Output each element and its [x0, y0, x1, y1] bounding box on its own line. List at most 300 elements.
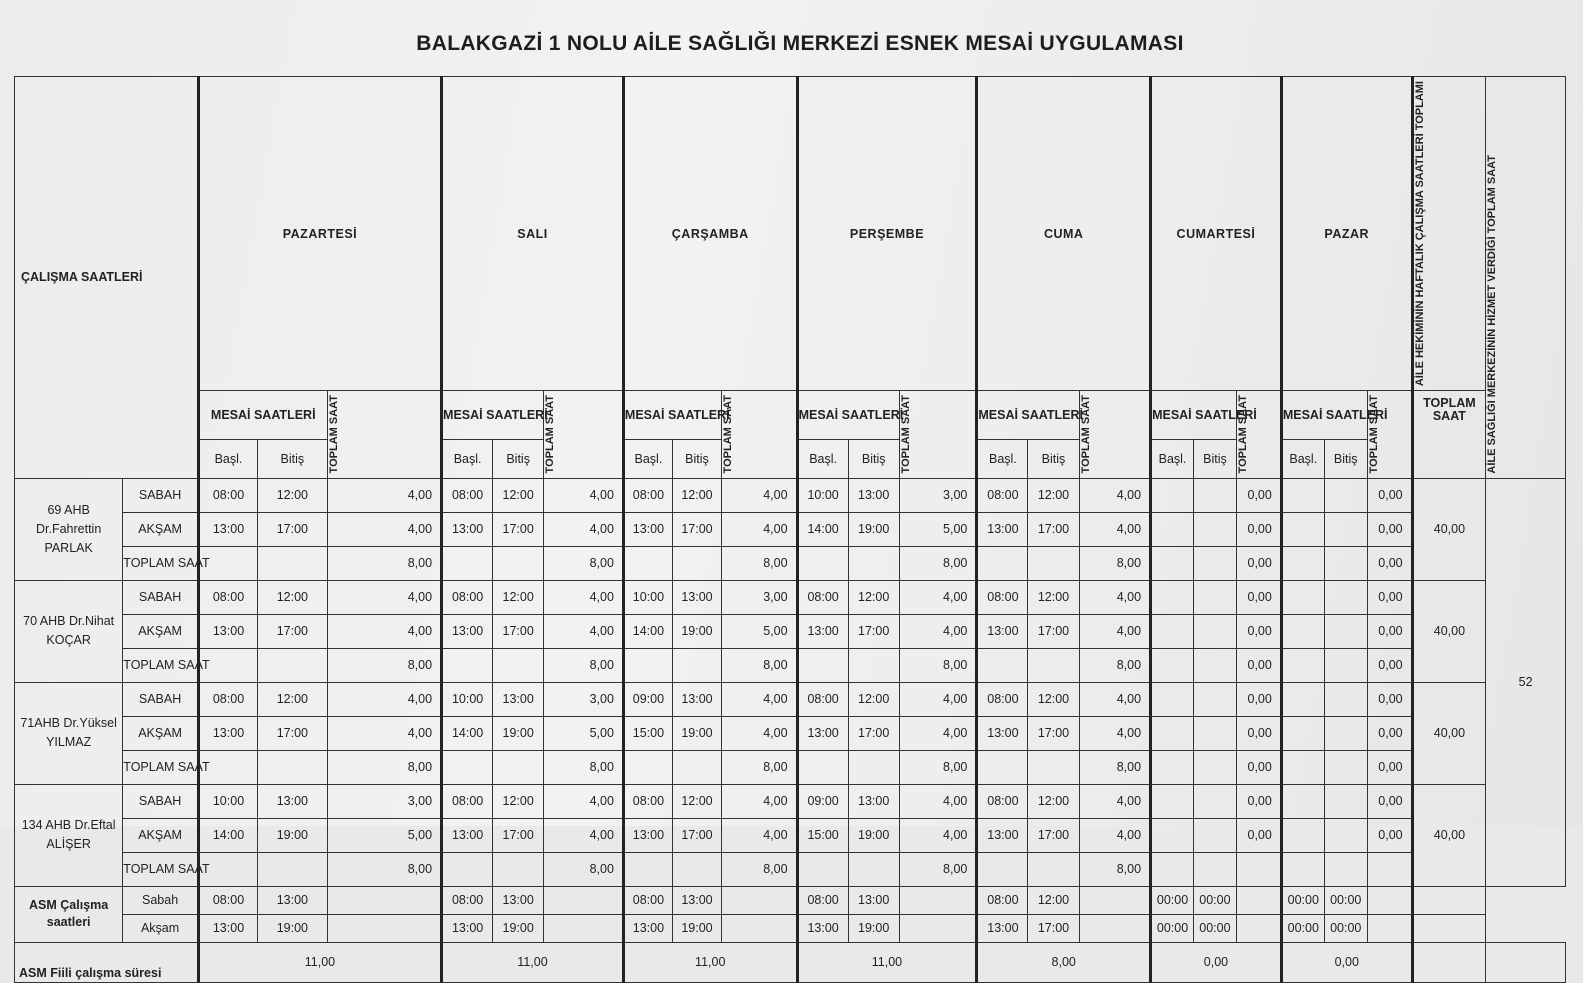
asm-end-time: 12:00 — [1028, 886, 1079, 914]
time-cell: 15:00 — [797, 818, 848, 852]
time-cell: 19:00 — [672, 614, 721, 648]
asm-start-time: 00:00 — [1151, 914, 1194, 942]
time-cell: 13:00 — [442, 818, 493, 852]
end-header: Bitiş — [848, 440, 899, 478]
asm-start-time: 13:00 — [623, 914, 672, 942]
hours-cell: 8,00 — [544, 750, 624, 784]
time-cell — [1028, 852, 1079, 886]
hours-cell: 0,00 — [1236, 614, 1281, 648]
asm-empty-cell — [899, 886, 977, 914]
time-cell: 17:00 — [672, 818, 721, 852]
time-cell: 17:00 — [1028, 716, 1079, 750]
doctor-name: 70 AHB Dr.Nihat KOÇAR — [15, 580, 123, 682]
hours-cell: 0,00 — [1367, 716, 1412, 750]
time-cell: 12:00 — [848, 580, 899, 614]
time-cell: 14:00 — [198, 818, 257, 852]
hours-cell: 8,00 — [327, 750, 441, 784]
time-cell: 19:00 — [493, 716, 544, 750]
working-hours-header: ÇALIŞMA SAATLERİ — [15, 77, 199, 479]
hours-cell: 8,00 — [899, 852, 977, 886]
asm-weekly-empty — [1412, 914, 1486, 942]
time-cell — [1281, 784, 1324, 818]
day-friday: CUMA — [977, 77, 1151, 391]
time-cell — [623, 852, 672, 886]
hours-cell: 3,00 — [899, 478, 977, 512]
hours-cell: 4,00 — [899, 580, 977, 614]
table-row — [15, 546, 1566, 580]
asm-start-time: 00:00 — [1281, 914, 1324, 942]
time-cell: 08:00 — [623, 784, 672, 818]
asm-start-time: 00:00 — [1151, 886, 1194, 914]
table-row — [15, 682, 1566, 716]
mesai-header: MESAİ SAATLERİ — [797, 391, 899, 440]
time-cell — [1151, 546, 1194, 580]
asm-start-time: 13:00 — [977, 914, 1028, 942]
time-cell: 13:00 — [672, 580, 721, 614]
actual-hours-value: 11,00 — [797, 942, 977, 982]
time-cell — [1324, 614, 1367, 648]
mesai-header: MESAİ SAATLERİ — [623, 391, 721, 440]
time-cell — [623, 750, 672, 784]
time-cell: 12:00 — [1028, 682, 1079, 716]
total-hours-header — [899, 391, 977, 478]
time-cell: 13:00 — [198, 614, 257, 648]
time-cell — [977, 750, 1028, 784]
hours-cell: 0,00 — [1236, 478, 1281, 512]
time-cell — [1151, 682, 1194, 716]
hours-cell: 0,00 — [1236, 512, 1281, 546]
hours-cell — [1367, 852, 1412, 886]
hours-cell: 4,00 — [327, 682, 441, 716]
day-sunday: PAZAR — [1281, 77, 1412, 391]
hours-cell: 4,00 — [899, 682, 977, 716]
day-saturday: CUMARTESİ — [1151, 77, 1282, 391]
start-header: Başl. — [1151, 440, 1194, 478]
shift-label: AKŞAM — [123, 818, 199, 852]
time-cell — [1193, 784, 1236, 818]
time-cell — [493, 750, 544, 784]
shift-label: TOPLAM SAAT — [123, 546, 199, 580]
asm-end-time: 13:00 — [672, 886, 721, 914]
asm-end-time: 00:00 — [1324, 886, 1367, 914]
shift-label: AKŞAM — [123, 614, 199, 648]
time-cell — [797, 852, 848, 886]
actual-weekly-empty — [1412, 942, 1486, 982]
time-cell — [1281, 580, 1324, 614]
asm-end-time: 00:00 — [1193, 886, 1236, 914]
time-cell: 08:00 — [442, 580, 493, 614]
time-cell: 13:00 — [623, 512, 672, 546]
time-cell — [1193, 546, 1236, 580]
time-cell — [1324, 512, 1367, 546]
time-cell — [1193, 512, 1236, 546]
table-row — [15, 716, 1566, 750]
asm-empty-cell — [1079, 886, 1151, 914]
end-header: Bitiş — [1324, 440, 1367, 478]
time-cell: 13:00 — [848, 478, 899, 512]
hours-cell: 0,00 — [1236, 580, 1281, 614]
start-header: Başl. — [623, 440, 672, 478]
time-cell: 19:00 — [672, 716, 721, 750]
time-cell — [1151, 478, 1194, 512]
time-cell: 15:00 — [623, 716, 672, 750]
asm-empty-cell — [1367, 886, 1412, 914]
asm-start-time: 08:00 — [442, 886, 493, 914]
time-cell — [1151, 614, 1194, 648]
hours-cell: 4,00 — [327, 614, 441, 648]
weekly-total-value: 40,00 — [1412, 682, 1486, 784]
time-cell: 13:00 — [258, 784, 327, 818]
time-cell — [848, 648, 899, 682]
time-cell: 17:00 — [672, 512, 721, 546]
start-header: Başl. — [442, 440, 493, 478]
time-cell: 08:00 — [198, 682, 257, 716]
time-cell: 10:00 — [198, 784, 257, 818]
time-cell — [672, 852, 721, 886]
hours-cell: 8,00 — [721, 648, 797, 682]
start-header: Başl. — [977, 440, 1028, 478]
asm-weekly-empty — [1412, 886, 1486, 914]
asm-empty-cell — [721, 886, 797, 914]
hours-cell: 8,00 — [721, 750, 797, 784]
time-cell — [493, 648, 544, 682]
time-cell — [1324, 682, 1367, 716]
time-cell: 13:00 — [493, 682, 544, 716]
time-cell: 17:00 — [848, 614, 899, 648]
time-cell — [797, 546, 848, 580]
day-monday: PAZARTESİ — [198, 77, 441, 391]
hours-cell: 4,00 — [1079, 614, 1151, 648]
day-tuesday: SALI — [442, 77, 624, 391]
actual-hours-value: 0,00 — [1151, 942, 1282, 982]
time-cell: 17:00 — [848, 716, 899, 750]
total-hours-header — [327, 391, 441, 478]
hours-cell: 0,00 — [1236, 716, 1281, 750]
asm-end-time: 13:00 — [493, 886, 544, 914]
time-cell — [848, 750, 899, 784]
time-cell — [1151, 818, 1194, 852]
time-cell — [1193, 580, 1236, 614]
time-cell: 12:00 — [493, 784, 544, 818]
hours-cell: 3,00 — [721, 580, 797, 614]
table-row — [15, 648, 1566, 682]
asm-empty-cell — [1079, 914, 1151, 942]
hours-cell: 4,00 — [1079, 818, 1151, 852]
hours-cell: 4,00 — [721, 784, 797, 818]
mesai-header: MESAİ SAATLERİ — [198, 391, 327, 440]
asm-empty-cell — [1236, 886, 1281, 914]
time-cell — [1151, 784, 1194, 818]
total-hours-header — [1079, 391, 1151, 478]
actual-hours-value: 8,00 — [977, 942, 1151, 982]
asm-start-time: 13:00 — [442, 914, 493, 942]
center-total-value: 52 — [1486, 478, 1566, 886]
time-cell: 08:00 — [977, 784, 1028, 818]
weekly-total-value: 40,00 — [1412, 784, 1486, 886]
hours-cell: 4,00 — [1079, 716, 1151, 750]
time-cell — [1281, 648, 1324, 682]
hours-cell: 4,00 — [544, 614, 624, 648]
time-cell: 12:00 — [493, 478, 544, 512]
asm-empty-cell — [327, 914, 441, 942]
weekly-total-value: 40,00 — [1412, 478, 1486, 580]
time-cell — [1193, 648, 1236, 682]
time-cell: 14:00 — [797, 512, 848, 546]
hours-cell: 4,00 — [544, 580, 624, 614]
hours-cell: 8,00 — [1079, 546, 1151, 580]
asm-end-time: 19:00 — [672, 914, 721, 942]
doctor-name: 71AHB Dr.Yüksel YILMAZ — [15, 682, 123, 784]
time-cell: 19:00 — [848, 818, 899, 852]
time-cell — [672, 648, 721, 682]
time-cell: 13:00 — [797, 614, 848, 648]
time-cell: 12:00 — [1028, 784, 1079, 818]
hours-cell: 0,00 — [1367, 614, 1412, 648]
total-hours-header — [1367, 391, 1412, 478]
asm-end-time: 13:00 — [258, 886, 327, 914]
hours-cell: 4,00 — [327, 580, 441, 614]
hours-cell: 0,00 — [1367, 818, 1412, 852]
hours-cell: 4,00 — [544, 784, 624, 818]
time-cell: 17:00 — [493, 512, 544, 546]
time-cell: 19:00 — [848, 512, 899, 546]
total-hours-header — [721, 391, 797, 478]
table-row — [15, 852, 1566, 886]
table-row — [15, 750, 1566, 784]
time-cell: 12:00 — [1028, 580, 1079, 614]
hours-cell: 4,00 — [721, 512, 797, 546]
end-header: Bitiş — [672, 440, 721, 478]
time-cell: 09:00 — [623, 682, 672, 716]
time-cell — [258, 546, 327, 580]
hours-cell: 0,00 — [1367, 750, 1412, 784]
time-cell — [1151, 648, 1194, 682]
table-row — [15, 580, 1566, 614]
time-cell: 09:00 — [797, 784, 848, 818]
time-cell: 17:00 — [1028, 512, 1079, 546]
time-cell: 08:00 — [797, 682, 848, 716]
time-cell: 10:00 — [442, 682, 493, 716]
asm-end-time: 19:00 — [258, 914, 327, 942]
time-cell: 14:00 — [623, 614, 672, 648]
hours-cell: 5,00 — [544, 716, 624, 750]
hours-cell: 8,00 — [899, 546, 977, 580]
asm-start-time: 00:00 — [1281, 886, 1324, 914]
time-cell — [442, 648, 493, 682]
day-thursday: PERŞEMBE — [797, 77, 977, 391]
asm-empty-cell — [1236, 914, 1281, 942]
mesai-header: MESAİ SAATLERİ — [977, 391, 1079, 440]
time-cell — [1324, 852, 1367, 886]
hours-cell: 4,00 — [899, 818, 977, 852]
hours-cell: 8,00 — [327, 648, 441, 682]
hours-cell: 0,00 — [1367, 512, 1412, 546]
time-cell — [1281, 852, 1324, 886]
time-cell — [1281, 546, 1324, 580]
time-cell — [848, 852, 899, 886]
time-cell — [1193, 750, 1236, 784]
time-cell: 17:00 — [493, 614, 544, 648]
page-title: BALAKGAZİ 1 NOLU AİLE SAĞLIĞI MERKEZİ ESNEK MESAİ UYGULAMASI — [416, 32, 1184, 55]
hours-cell: 4,00 — [721, 478, 797, 512]
asm-start-time: 13:00 — [198, 914, 257, 942]
table-row — [15, 614, 1566, 648]
time-cell — [1193, 478, 1236, 512]
time-cell — [1193, 716, 1236, 750]
asm-empty-cell — [721, 914, 797, 942]
time-cell — [442, 852, 493, 886]
time-cell — [797, 750, 848, 784]
hours-cell: 0,00 — [1367, 580, 1412, 614]
hours-cell: 8,00 — [721, 852, 797, 886]
schedule-table — [14, 76, 1566, 983]
asm-start-time: 08:00 — [623, 886, 672, 914]
shift-label: TOPLAM SAAT — [123, 648, 199, 682]
total-hours-label: TOPLAM SAAT — [1236, 395, 1249, 474]
doctor-name: 134 AHB Dr.Eftal ALİŞER — [15, 784, 123, 886]
time-cell — [258, 648, 327, 682]
time-cell: 12:00 — [258, 478, 327, 512]
time-cell: 17:00 — [258, 512, 327, 546]
hours-cell: 0,00 — [1367, 682, 1412, 716]
time-cell — [1281, 750, 1324, 784]
time-cell — [1151, 580, 1194, 614]
start-header: Başl. — [1281, 440, 1324, 478]
time-cell — [1324, 818, 1367, 852]
asm-start-time: 08:00 — [797, 886, 848, 914]
shift-label: SABAH — [123, 580, 199, 614]
hours-cell: 8,00 — [1079, 648, 1151, 682]
asm-row — [15, 914, 1566, 942]
end-header: Bitiş — [258, 440, 327, 478]
time-cell — [623, 546, 672, 580]
time-cell — [1324, 546, 1367, 580]
weekly-total-value: 40,00 — [1412, 580, 1486, 682]
hours-cell: 0,00 — [1236, 546, 1281, 580]
time-cell: 17:00 — [1028, 818, 1079, 852]
time-cell — [493, 852, 544, 886]
time-cell: 08:00 — [442, 784, 493, 818]
asm-start-time: 13:00 — [797, 914, 848, 942]
total-hours-label: TOPLAM SAAT — [899, 395, 912, 474]
asm-end-time: 19:00 — [848, 914, 899, 942]
hours-cell: 4,00 — [899, 784, 977, 818]
time-cell: 08:00 — [623, 478, 672, 512]
hours-cell: 4,00 — [1079, 682, 1151, 716]
hours-cell: 8,00 — [1079, 750, 1151, 784]
time-cell: 13:00 — [977, 716, 1028, 750]
time-cell — [1193, 818, 1236, 852]
time-cell: 12:00 — [258, 580, 327, 614]
time-cell: 08:00 — [797, 580, 848, 614]
asm-empty-cell — [544, 914, 624, 942]
hours-cell: 5,00 — [899, 512, 977, 546]
time-cell — [1028, 648, 1079, 682]
time-cell — [442, 546, 493, 580]
time-cell: 12:00 — [672, 478, 721, 512]
asm-shift-label: Akşam — [123, 914, 199, 942]
hours-cell: 4,00 — [327, 716, 441, 750]
total-hours-label: TOPLAM SAAT — [544, 395, 557, 474]
hours-cell: 0,00 — [1367, 478, 1412, 512]
time-cell: 13:00 — [198, 716, 257, 750]
time-cell: 10:00 — [797, 478, 848, 512]
shift-label: TOPLAM SAAT — [123, 750, 199, 784]
shift-label: SABAH — [123, 682, 199, 716]
time-cell — [1281, 716, 1324, 750]
hours-cell: 0,00 — [1367, 648, 1412, 682]
asm-empty-cell — [327, 886, 441, 914]
time-cell — [977, 852, 1028, 886]
hours-cell: 8,00 — [721, 546, 797, 580]
end-header: Bitiş — [493, 440, 544, 478]
time-cell — [848, 546, 899, 580]
time-cell: 14:00 — [442, 716, 493, 750]
actual-hours-value: 11,00 — [442, 942, 624, 982]
time-cell: 12:00 — [258, 682, 327, 716]
time-cell — [672, 750, 721, 784]
actual-hours-value: 11,00 — [623, 942, 797, 982]
mesai-header: MESAİ SAATLERİ — [1151, 391, 1237, 440]
hours-cell: 4,00 — [899, 614, 977, 648]
hours-cell: 4,00 — [1079, 512, 1151, 546]
shift-label: TOPLAM SAAT — [123, 852, 199, 886]
time-cell: 10:00 — [623, 580, 672, 614]
hours-cell: 8,00 — [899, 648, 977, 682]
time-cell: 19:00 — [258, 818, 327, 852]
time-cell: 13:00 — [442, 512, 493, 546]
time-cell: 13:00 — [977, 818, 1028, 852]
time-cell: 08:00 — [977, 682, 1028, 716]
hours-cell: 4,00 — [544, 818, 624, 852]
time-cell — [442, 750, 493, 784]
start-header: Başl. — [797, 440, 848, 478]
actual-hours-label: ASM Fiili çalışma süresi — [15, 942, 199, 982]
hours-cell: 4,00 — [1079, 478, 1151, 512]
table-row — [15, 818, 1566, 852]
asm-empty-cell — [544, 886, 624, 914]
time-cell: 17:00 — [258, 614, 327, 648]
time-cell — [1151, 750, 1194, 784]
time-cell: 13:00 — [848, 784, 899, 818]
total-hours-header — [1236, 391, 1281, 478]
time-cell: 17:00 — [1028, 614, 1079, 648]
weekly-hours-header: AİLE HEKİMİNİN HAFTALIK ÇALIŞMA SAATLERİ TOPLAMI — [1412, 77, 1486, 391]
asm-end-time: 19:00 — [493, 914, 544, 942]
hours-cell: 8,00 — [327, 546, 441, 580]
table-row — [15, 478, 1566, 512]
time-cell: 13:00 — [198, 512, 257, 546]
time-cell: 17:00 — [258, 716, 327, 750]
time-cell: 08:00 — [198, 478, 257, 512]
hours-cell: 0,00 — [1236, 682, 1281, 716]
time-cell: 13:00 — [977, 614, 1028, 648]
time-cell — [1324, 478, 1367, 512]
time-cell — [1151, 852, 1194, 886]
start-header: Başl. — [198, 440, 257, 478]
hours-cell: 3,00 — [544, 682, 624, 716]
hours-cell: 4,00 — [544, 478, 624, 512]
hours-cell: 8,00 — [327, 852, 441, 886]
time-cell: 08:00 — [977, 478, 1028, 512]
time-cell — [1028, 750, 1079, 784]
time-cell — [258, 852, 327, 886]
time-cell — [1028, 546, 1079, 580]
time-cell — [797, 648, 848, 682]
time-cell — [258, 750, 327, 784]
time-cell — [977, 546, 1028, 580]
total-hours-header — [544, 391, 624, 478]
